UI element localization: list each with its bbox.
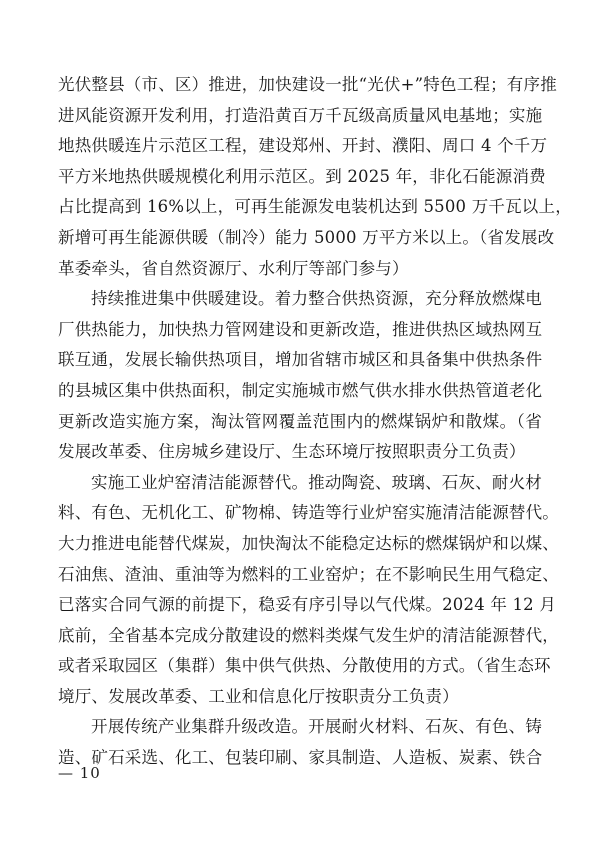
text-line: 已落实合同气源的前提下，稳妥有序引导以气代煤。2024 年 12 月 [58,595,557,615]
text-line: 的县城区集中供热面积，制定实施城市燃气供水排水供热管道老化 [58,380,543,400]
paragraph-industrial-cluster [58,712,542,773]
text-line: 革委牵头，省自然资源厅、水利厅等部门参与） [58,258,409,278]
text-line: 占比提高到 16%以上，可再生能源发电装机达到 5500 万千瓦以上， [58,197,572,217]
text-line: 境厅、发展改革委、工业和信息化厅按职责分工负责） [58,686,459,706]
text-line: 新增可再生能源供暖（制冷）能力 5000 万平方米以上。（省发展改 [58,227,555,247]
text-line: 联互通，发展长输供热项目，增加省辖市城区和具备集中供热条件 [58,350,543,370]
text-line: 开展传统产业集群升级改造。开展耐火材料、石灰、有色、铸 [91,717,542,737]
document-body [58,70,572,774]
text-line: 持续推进集中供暖建设。着力整合供热资源，充分释放燃煤电 [91,289,542,309]
text-line: 光伏整县（市、区）推进，加快建设一批“光伏+”特色工程；有序推 [58,75,557,94]
text-line: 大力推进电能替代煤炭，加快淘汰不能稳定达标的燃煤锅炉和以煤、 [58,533,559,553]
text-line: 底前，全省基本完成分散建设的燃料类煤气发生炉的清洁能源替代， [58,625,559,645]
text-line: 石油焦、渣油、重油等为燃料的工业窑炉；在不影响民生用气稳定、 [58,564,559,584]
text-line: 或者采取园区（集群）集中供气供热、分散使用的方式。（省生态环 [58,656,551,676]
paragraph-renewable-energy [58,70,572,284]
paragraph-central-heating [58,284,542,468]
text-line: 地热供暖连片示范区工程，建设郑州、开封、濮阳、周口 4 个千万 [58,136,548,156]
text-line: 料、有色、无机化工、矿物棉、铸造等行业炉窑实施清洁能源替代。 [58,503,559,523]
paragraph-industrial-kiln [58,468,559,713]
text-line: 造、矿石采选、化工、包装印刷、家具制造、人造板、炭素、铁合 [58,748,543,768]
text-line: 发展改革委、住房城乡建设厅、生态环境厅按照职责分工负责） [58,442,526,462]
page-number: — 10 [58,764,101,782]
text-line: 平方米地热供暖规模化利用示范区。到 2025 年，非化石能源消费 [58,166,546,186]
text-line: 更新改造实施方案，淘汰管网覆盖范围内的燃煤锅炉和散煤。（省 [58,411,542,431]
text-line: 进风能资源开发利用，打造沿黄百万千瓦级高质量风电基地；实施 [58,105,543,125]
text-line: 厂供热能力，加快热力管网建设和更新改造，推进供热区域热网互 [58,319,543,339]
text-line: 实施工业炉窑清洁能源替代。推动陶瓷、玻璃、石灰、耐火材 [91,472,542,492]
